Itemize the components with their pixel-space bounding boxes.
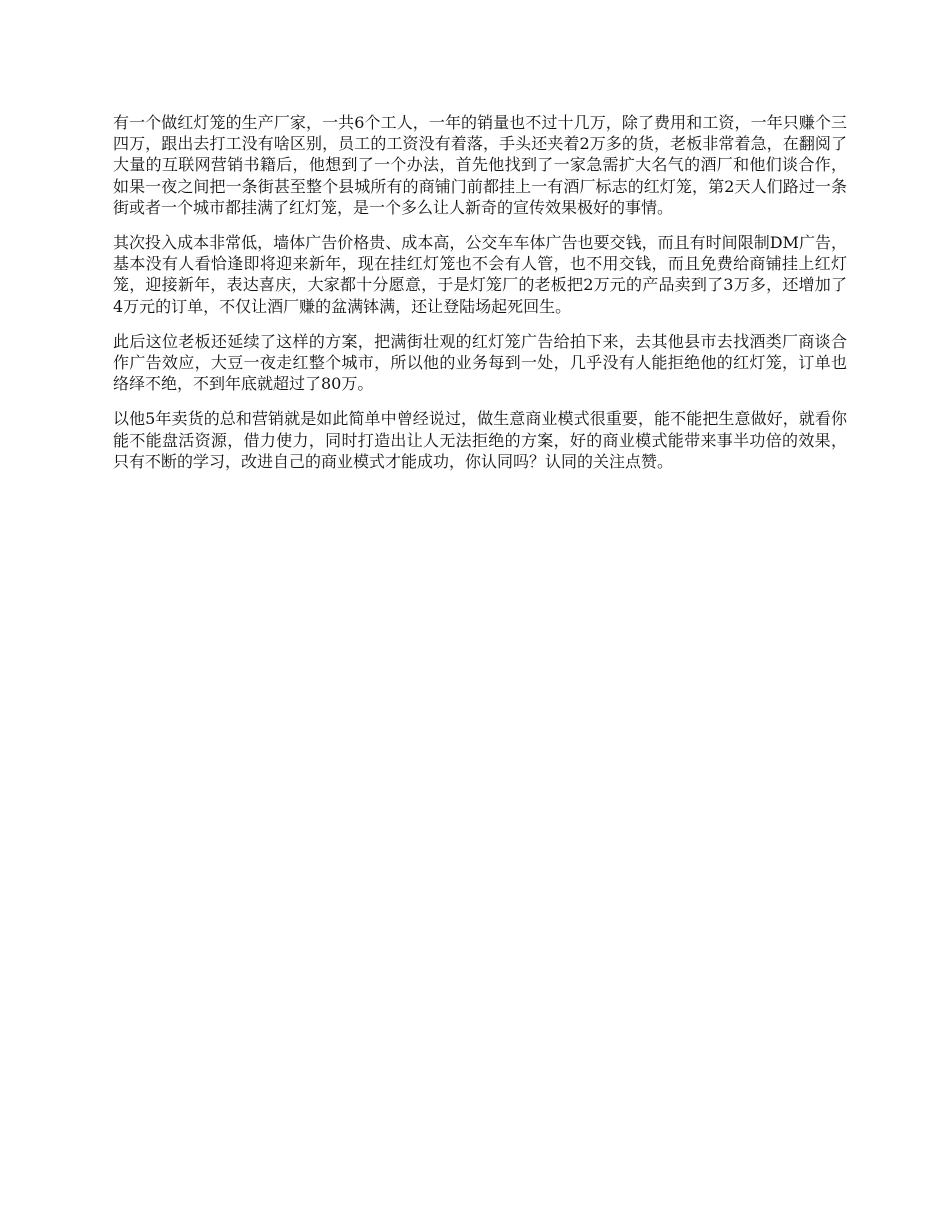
paragraph-2: 其次投入成本非常低，墙体广告价格贵、成本高，公交车车体广告也要交钱，而且有时间限制DM广告，基本没有人看恰逢即将迎来新年，现在挂红灯笼也不会有人管，也不用交钱，而且免费给商铺挂上红灯笼，迎接新年，表达喜庆，大家都十分愿意，于是灯笼厂的老板把2万元的产品卖到了3万多，还增加了4万元的订单，不仅让酒厂赚的盆满钵满，还让登陆场起死回生。 bbox=[113, 233, 847, 316]
paragraph-1: 有一个做红灯笼的生产厂家，一共6个工人，一年的销量也不过十几万，除了费用和工资，一年只赚个三四万，跟出去打工没有啥区别，员工的工资没有着落，手头还夹着2万多的货，老板非常着急，在翻阅了大量的互联网营销书籍后，他想到了一个办法，首先他找到了一家急需扩大名气的酒厂和他们谈合作，如果一夜之间把一条街甚至整个县城所有的商铺门前都挂上一有酒厂标志的红灯笼，第2天人们路过一条街或者一个城市都挂满了红灯笼，是一个多么让人新奇的宣传效果极好的事情。 bbox=[113, 113, 847, 217]
paragraph-4: 以他5年卖货的总和营销就是如此简单中曾经说过，做生意商业模式很重要，能不能把生意做好，就看你能不能盘活资源，借力使力，同时打造出让人无法拒绝的方案，好的商业模式能带来事半功倍的效果，只有不断的学习，改进自己的商业模式才能成功，你认同吗？认同的关注点赞。 bbox=[113, 409, 847, 471]
document-body bbox=[113, 112, 847, 486]
paragraph-3: 此后这位老板还延续了这样的方案，把满街壮观的红灯笼广告给拍下来，去其他县市去找酒类厂商谈合作广告效应，大豆一夜走红整个城市，所以他的业务每到一处，几乎没有人能拒绝他的红灯笼，订单也络绎不绝，不到年底就超过了80万。 bbox=[113, 331, 847, 394]
